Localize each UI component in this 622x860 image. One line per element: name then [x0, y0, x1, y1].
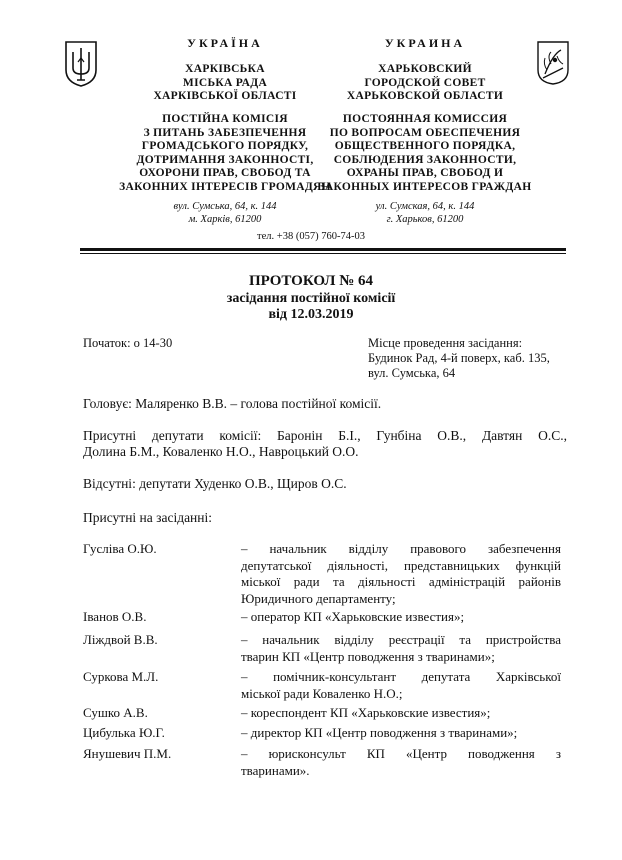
commission-ua-line: ЗАКОННИХ ІНТЕРЕСІВ ГРОМАДЯН	[119, 180, 331, 193]
attendee-role-line: – помічник-консультант депутата Харківської	[241, 669, 561, 684]
commission-ru-line: ЗАКОННЫХ ИНТЕРЕСОВ ГРАЖДАН	[318, 180, 532, 193]
attendee-role-line: тварин КП «Центр поводження з тваринами»;	[241, 648, 495, 664]
header-divider-thin	[80, 253, 566, 254]
council-ua-line: ХАРКІВСЬКА	[185, 63, 265, 75]
attendee-role	[241, 746, 561, 779]
commission-ru-line: ОХРАНЫ ПРАВ, СВОБОД И	[346, 167, 504, 179]
attendee-role	[241, 609, 561, 624]
chair-line: Головує: Маляренко В.В. – голова постійної комісії.	[83, 396, 382, 411]
council-ru-line: ХАРЬКОВСКОЙ ОБЛАСТИ	[346, 90, 504, 102]
attendee-role-line: депутатської діяльності, представницьких функцій	[241, 557, 561, 573]
attendee-name: Іванов О.В.	[83, 609, 147, 624]
header-address-ua	[130, 200, 320, 226]
commission-ru-line: ОБЩЕСТВЕННОГО ПОРЯДКА,	[334, 140, 516, 152]
commission-ru-line: ПО ВОПРОСАМ ОБЕСПЕЧЕНИЯ	[329, 126, 521, 139]
header-council-ru	[300, 63, 550, 104]
attendee-role-line: – директор КП «Центр поводження з тваринами»;	[241, 725, 518, 740]
header-phone: тел. +38 (057) 760-74-03	[257, 231, 365, 242]
present-deputies-line: Долина Б.М., Коваленко Н.О., Навроцький О.О.	[83, 444, 359, 459]
attendee-role-line: – кореспондент КП «Харьковские известия»;	[241, 705, 491, 720]
attendee-role-line: – начальник відділу правового забезпечення	[241, 541, 561, 556]
attendee-role-line: – юрисконсульт КП «Центр поводження з	[241, 746, 561, 761]
commission-ru-line: ПОСТОЯННАЯ КОМИССИЯ	[342, 113, 508, 125]
commission-ua-line: ДОТРИМАННЯ ЗАКОННОСТІ,	[136, 153, 314, 166]
attendee-name: Цибулька Ю.Г.	[83, 725, 165, 740]
council-ru-line: ГОРОДСКОЙ СОВЕТ	[364, 76, 486, 89]
header-address-ru	[330, 200, 520, 226]
attendee-name: Ліждвой В.В.	[83, 632, 158, 647]
venue-line: Місце проведення засідання:	[368, 336, 523, 350]
trident-coat-of-arms-icon	[64, 40, 98, 88]
commission-ua-line: ПОСТІЙНА КОМІСІЯ	[162, 113, 288, 125]
attendee-name: Сушко А.В.	[83, 705, 148, 720]
attendee-role-line: міської ради Коваленко Н.О.;	[241, 685, 403, 701]
attendee-role	[241, 705, 561, 720]
attendee-role-line: – оператор КП «Харьковские известия»;	[241, 609, 465, 624]
protocol-title: ПРОТОКОЛ № 64	[248, 273, 374, 289]
header-commission-ru	[295, 113, 555, 194]
protocol-date: від 12.03.2019	[268, 307, 354, 322]
venue-line: Будинок Рад, 4-й поверх, каб. 135,	[368, 351, 550, 365]
commission-ru-line: СОБЛЮДЕНИЯ ЗАКОННОСТИ,	[333, 153, 517, 166]
present-deputies-line: Присутні депутати комісії: Баронін Б.І., Гунбіна О.В., Давтян О.С.,	[83, 428, 567, 443]
commission-ua-line: ОХОРОНИ ПРАВ, СВОБОД ТА	[139, 167, 311, 179]
attendee-role-line: Юридичного департаменту;	[241, 590, 396, 606]
attendees-heading: Присутні на засіданні:	[83, 510, 213, 525]
attendee-name: Суркова М.Л.	[83, 669, 159, 684]
address-ua-line: вул. Сумська, 64, к. 144	[173, 201, 277, 212]
attendee-role-line: міської ради та діяльності адміністрацій районів	[241, 574, 561, 589]
attendee-name: Гусліва О.Ю.	[83, 541, 157, 556]
venue-line: вул. Сумська, 64	[368, 366, 456, 380]
council-ua-line: ХАРКІВСЬКОЇ ОБЛАСТІ	[153, 90, 297, 102]
address-ru-line: ул. Сумская, 64, к. 144	[375, 201, 475, 212]
attendee-role-line: тваринами».	[241, 762, 310, 778]
meeting-start: Початок: о 14-30	[83, 336, 173, 350]
header-divider-thick	[80, 248, 566, 251]
council-ua-line: МІСЬКА РАДА	[182, 76, 268, 89]
attendee-name: Янушевич П.М.	[83, 746, 172, 761]
attendee-role	[241, 541, 561, 607]
council-ru-line: ХАРЬКОВСКИЙ	[378, 63, 472, 75]
attendee-role	[241, 725, 561, 740]
absent-line: Відсутні: депутати Худенко О.В., Щиров О.С.	[83, 476, 347, 491]
present-deputies	[83, 428, 567, 460]
commission-ua-line: ГРОМАДСЬКОГО ПОРЯДКУ,	[141, 140, 309, 152]
address-ua-line: м. Харків, 61200	[188, 214, 262, 225]
attendee-role-line: – начальник відділу реєстрації та пристройства	[241, 632, 561, 647]
protocol-subtitle: засідання постійної комісії	[226, 291, 396, 306]
attendee-role	[241, 632, 561, 665]
attendee-role	[241, 669, 561, 702]
address-ru-line: г. Харьков, 61200	[386, 214, 464, 225]
meeting-venue	[368, 336, 550, 381]
header-country-ru: УКРАИНА	[384, 36, 466, 50]
commission-ua-line: З ПИТАНЬ ЗАБЕЗПЕЧЕННЯ	[143, 126, 307, 139]
header-country-ua: УКРАЇНА	[187, 36, 263, 50]
